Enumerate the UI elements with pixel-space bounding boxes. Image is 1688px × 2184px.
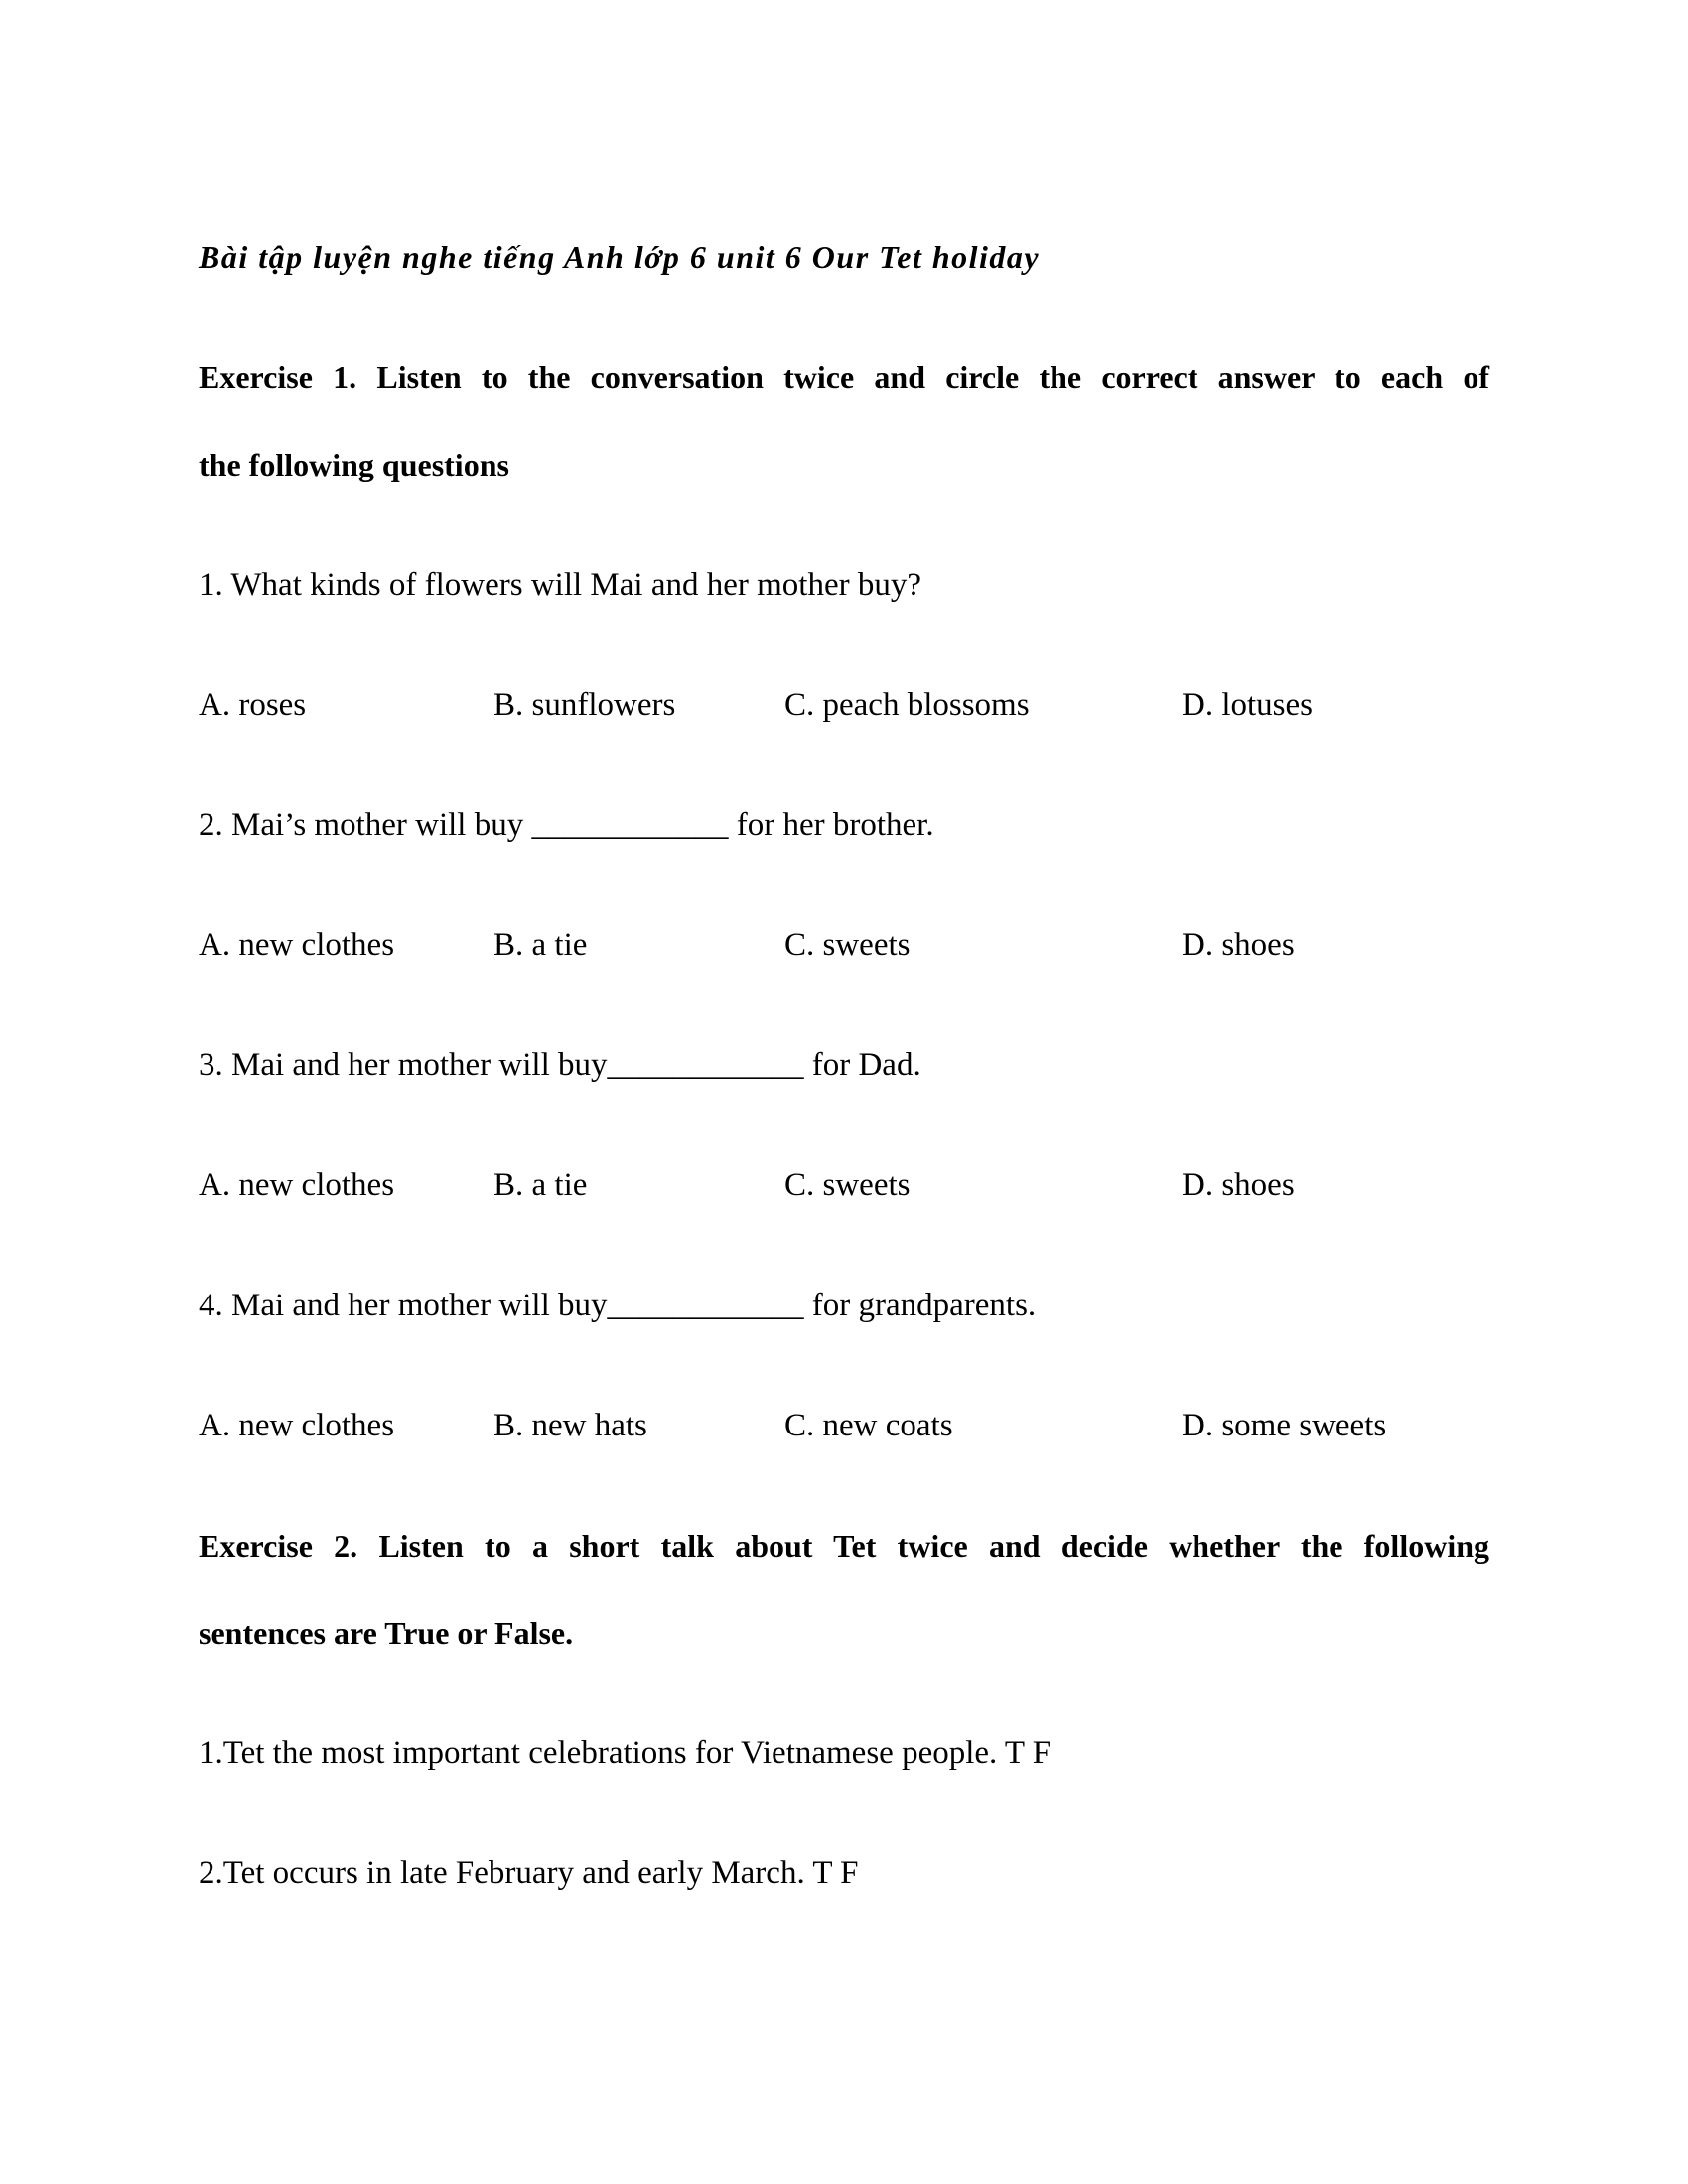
question-1 xyxy=(199,541,1489,628)
exercise2-heading-line2: sentences are True or False. xyxy=(199,1615,574,1651)
question-1-option-c: C. peach blossoms xyxy=(784,687,1030,723)
question-3-option-b: B. a tie xyxy=(493,1167,588,1203)
exercise2-heading xyxy=(199,1502,1489,1677)
document-title-paragraph xyxy=(199,213,1489,301)
document-title: Bài tập luyện nghe tiếng Anh lớp 6 unit 6 Our Tet holiday xyxy=(199,239,1041,275)
question-4-text: 4. Mai and her mother will buy____________ for grandparents. xyxy=(199,1288,1037,1323)
question-2-options xyxy=(199,901,1489,989)
true-false-statement-2 xyxy=(199,1830,1489,1917)
question-3-option-a: A. new clothes xyxy=(199,1167,395,1203)
exercise1-heading xyxy=(199,334,1489,508)
question-4-option-d: D. some sweets xyxy=(1182,1408,1387,1443)
question-3-text: 3. Mai and her mother will buy____________ for Dad. xyxy=(199,1047,921,1083)
question-4 xyxy=(199,1262,1489,1349)
question-2-option-a: A. new clothes xyxy=(199,927,395,963)
question-4-options xyxy=(199,1382,1489,1469)
question-4-option-b: B. new hats xyxy=(493,1408,647,1443)
exercise1-heading-line2: the following questions xyxy=(199,447,509,482)
question-1-option-d: D. lotuses xyxy=(1182,687,1313,723)
true-false-statement-1-text: 1.Tet the most important celebrations for Vietnamese people. T F xyxy=(199,1735,1052,1771)
question-2-option-b: B. a tie xyxy=(493,927,588,963)
question-2-text: 2. Mai’s mother will buy ____________ for her brother. xyxy=(199,807,934,843)
exercise2-heading-line1: Exercise 2. Listen to a short talk about Tet twice and decide whether the following xyxy=(199,1528,1489,1564)
question-3-option-d: D. shoes xyxy=(1182,1167,1295,1203)
question-1-options xyxy=(199,661,1489,749)
question-2 xyxy=(199,781,1489,869)
question-3-option-c: C. sweets xyxy=(784,1167,911,1203)
question-1-option-a: A. roses xyxy=(199,687,307,723)
true-false-statement-2-text: 2.Tet occurs in late February and early March. T F xyxy=(199,1855,859,1891)
question-2-option-c: C. sweets xyxy=(784,927,911,963)
question-3 xyxy=(199,1022,1489,1109)
true-false-statement-1 xyxy=(199,1709,1489,1797)
question-4-option-a: A. new clothes xyxy=(199,1408,395,1443)
question-4-option-c: C. new coats xyxy=(784,1408,953,1443)
question-2-option-d: D. shoes xyxy=(1182,927,1295,963)
question-1-text: 1. What kinds of flowers will Mai and her mother buy? xyxy=(199,567,921,603)
question-3-options xyxy=(199,1142,1489,1229)
question-1-option-b: B. sunflowers xyxy=(493,687,676,723)
exercise1-heading-line1: Exercise 1. Listen to the conversation twice and circle the correct answer to each of xyxy=(199,359,1489,395)
